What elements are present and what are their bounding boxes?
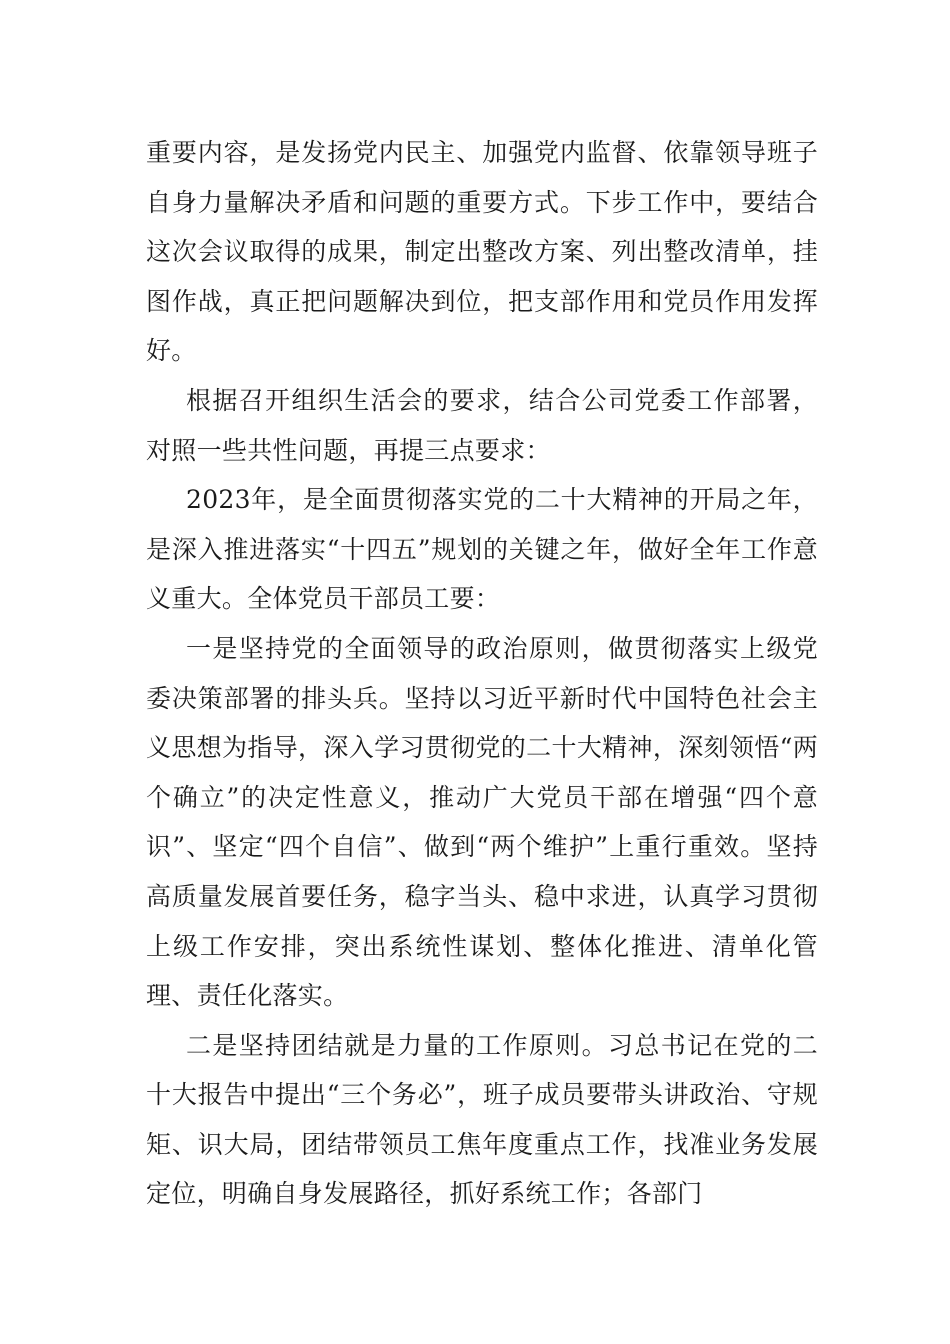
paragraph-3: 2023年，是全面贯彻落实党的二十大精神的开局之年，是深入推进落实“十四五”规划的关键之年，做好全年工作意义重大。全体党员干部员工要： (146, 485, 818, 614)
paragraph-2: 根据召开组织生活会的要求，结合公司党委工作部署，对照一些共性问题，再提三点要求： (146, 385, 818, 465)
paragraph-5: 二是坚持团结就是力量的工作原则。习总书记在党的二十大报告中提出“三个务必”，班子成员要带头讲政治、守规矩、识大局，团结带领员工焦年度重点工作，找准业务发展定位，明确自身发展路径，抓好系统工作；各部门 (146, 1030, 818, 1209)
document-body (146, 128, 818, 1219)
paragraph-4: 一是坚持党的全面领导的政治原则，做贯彻落实上级党委决策部署的排头兵。坚持以习近平新时代中国特色社会主义思想为指导，深入学习贯彻党的二十大精神，深刻领悟“两个确立”的决定性意义，推动广大党员干部在增强“四个意识”、坚定“四个自信”、做到“两个维护”上重行重效。坚持高质量发展首要任务，稳字当头、稳中求进，认真学习贯彻上级工作安排，突出系统性谋划、整体化推进、清单化管理、责任化落实。 (146, 633, 818, 1011)
paragraph-1: 重要内容，是发扬党内民主、加强党内监督、依靠领导班子自身力量解决矛盾和问题的重要方式。下步工作中，要结合这次会议取得的成果，制定出整改方案、列出整改清单，挂图作战，真正把问题解决到位，把支部作用和党员作用发挥好。 (146, 138, 818, 366)
